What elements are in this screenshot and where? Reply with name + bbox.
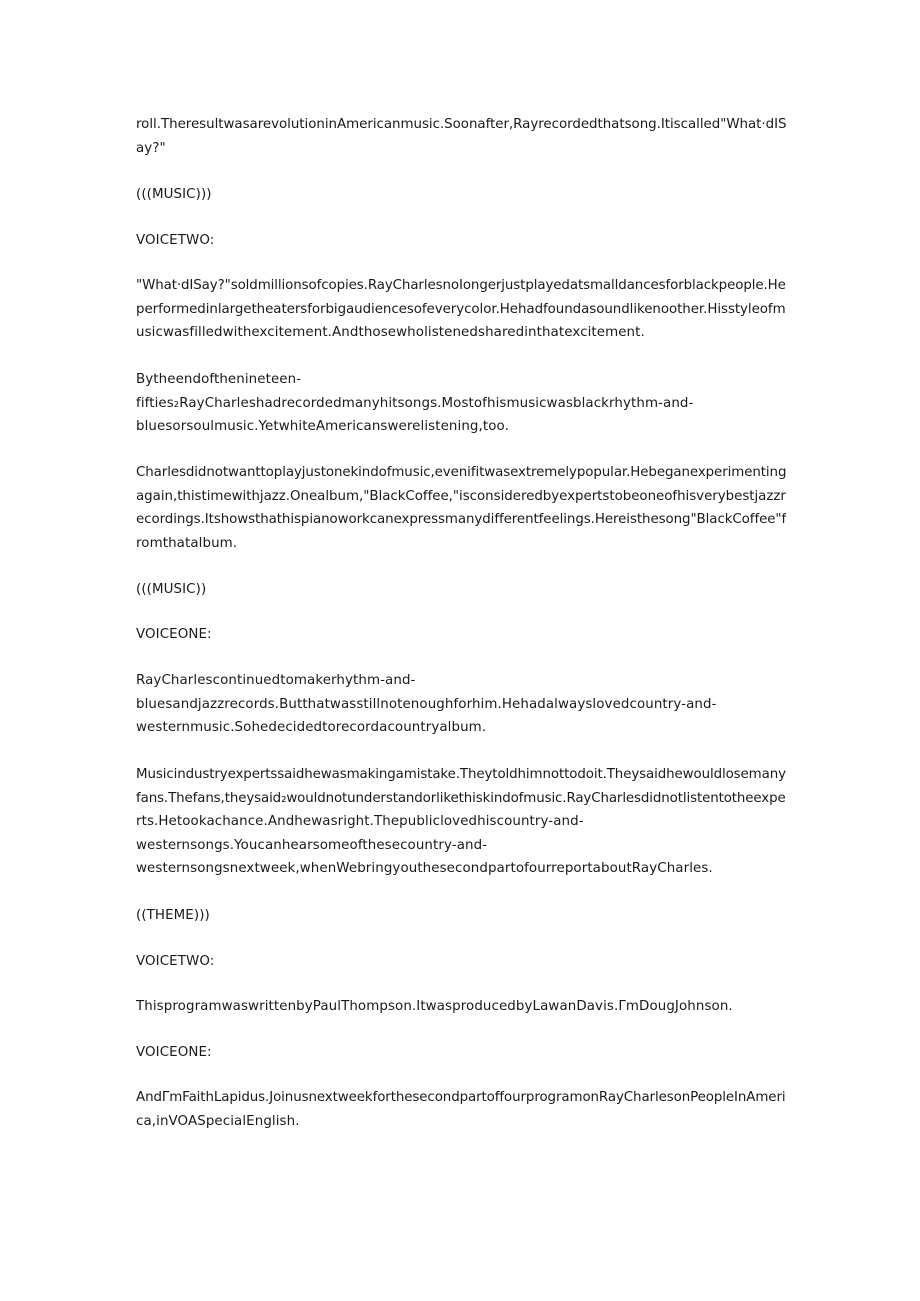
text-line: VOICEONE: <box>136 1045 212 1060</box>
text-line: rts.Hetookachance.Andhewasright.Thepubliclovedhiscountry-and- <box>136 814 584 829</box>
text-line: fans.Thefans,theysaid₂wouldnotunderstandorlikethiskindofmusic.RayCharlesdidnotlistentotheexpe <box>136 790 786 806</box>
text-line: westernmusic.Sohedecidedtorecordacountryalbum. <box>136 720 487 735</box>
paragraph-country-album <box>136 669 786 740</box>
text-line: roll.TheresultwasarevolutioninAmericanmusic.Soonafter,Rayrecordedthatsong.Itiscalled"What·dIS <box>136 117 786 132</box>
speaker-label-voice-one <box>136 623 786 647</box>
text-line: ca,inVOASpecialEnglish. <box>136 1113 300 1129</box>
text-line: Charlesdidnotwanttoplayjustonekindofmusic,evenifitwasextremelypopular.Hebeganexperimenting <box>136 465 786 480</box>
speaker-label-voice-two <box>136 950 786 974</box>
text-line: bluesorsoulmusic.YetwhiteAmericanswerelistening,too. <box>136 419 509 434</box>
text-line: bluesandjazzrecords.Butthatwasstillnotenoughforhim.Hehadalwayslovedcountry-and- <box>136 696 717 712</box>
text-line: RayCharlescontinuedtomakerhythm-and- <box>136 673 416 688</box>
text-line: westernsongs.Youcanhearsomeofthesecountry-and- <box>136 837 488 853</box>
text-line: fifties₂RayCharleshadrecordedmanyhitsongs.Mostofhismusicwasblackrhythm-and- <box>136 395 694 411</box>
paragraph-black-coffee <box>136 461 786 555</box>
speaker-label-voice-two <box>136 229 786 253</box>
text-line: westernsongsnextweek,whenWebringyouthesecondpartofourreportaboutRayCharles. <box>136 861 713 876</box>
text-line: Musicindustryexpertssaidhewasmakingamistake.Theytoldhimnottodoit.Theysaidhewouldlosemany <box>136 767 786 782</box>
text-line: (((MUSIC)) <box>136 582 207 597</box>
text-line: ecordings.Itshowsthathispianoworkcanexpressmanydifferentfeelings.Hereisthesong"BlackCoffee"f <box>136 512 786 527</box>
text-line: ThisprogramwaswrittenbyPaulThompson.ItwasproducedbyLawanDavis.ΓmDougJohnson. <box>136 999 733 1014</box>
text-line: ay?" <box>136 140 166 156</box>
text-line: ((THEME))) <box>136 908 210 923</box>
text-line: VOICEONE: <box>136 627 212 642</box>
text-line: VOICETWO: <box>136 233 215 248</box>
theme-cue <box>136 904 786 928</box>
text-line: VOICETWO: <box>136 954 215 969</box>
paragraph-intro-ending <box>136 113 786 160</box>
music-cue <box>136 183 786 207</box>
music-cue <box>136 578 786 602</box>
text-line: usicwasfilledwithexcitement.Andthosewholistenedsharedinthatexcitement. <box>136 325 645 340</box>
paragraph-nineteen-fifties <box>136 368 786 439</box>
text-line: (((MUSIC))) <box>136 187 212 202</box>
text-line: "What·dISay?"soldmillionsofcopies.RayCharlesnoIongerjustplayedatsmalldancesforblackpeople.He <box>136 278 786 293</box>
paragraph-industry-experts <box>136 763 786 881</box>
text-line: Bytheendofthenineteen- <box>136 372 302 387</box>
speaker-label-voice-one <box>136 1041 786 1065</box>
text-line: romthatalbum. <box>136 535 238 551</box>
text-line: AndΓmFaithLapidus.JoinusnextweekforthesecondpartoffourprogramonRayCharlesonPeopleInAmeri <box>136 1090 786 1105</box>
text-line: performedinlargetheatersforbigaudiencesofeverycolor.Hehadfoundasoundlikenoother.Hisstyleofm <box>136 301 786 317</box>
paragraph-what-d-i-say <box>136 274 786 345</box>
paragraph-sign-off <box>136 1086 786 1133</box>
text-line: again,thistimewithjazz.Onealbum,"BlackCoffee,"isconsideredbyexpertstobeoneofhisverybestjazzr <box>136 488 786 504</box>
paragraph-credits <box>136 995 786 1019</box>
